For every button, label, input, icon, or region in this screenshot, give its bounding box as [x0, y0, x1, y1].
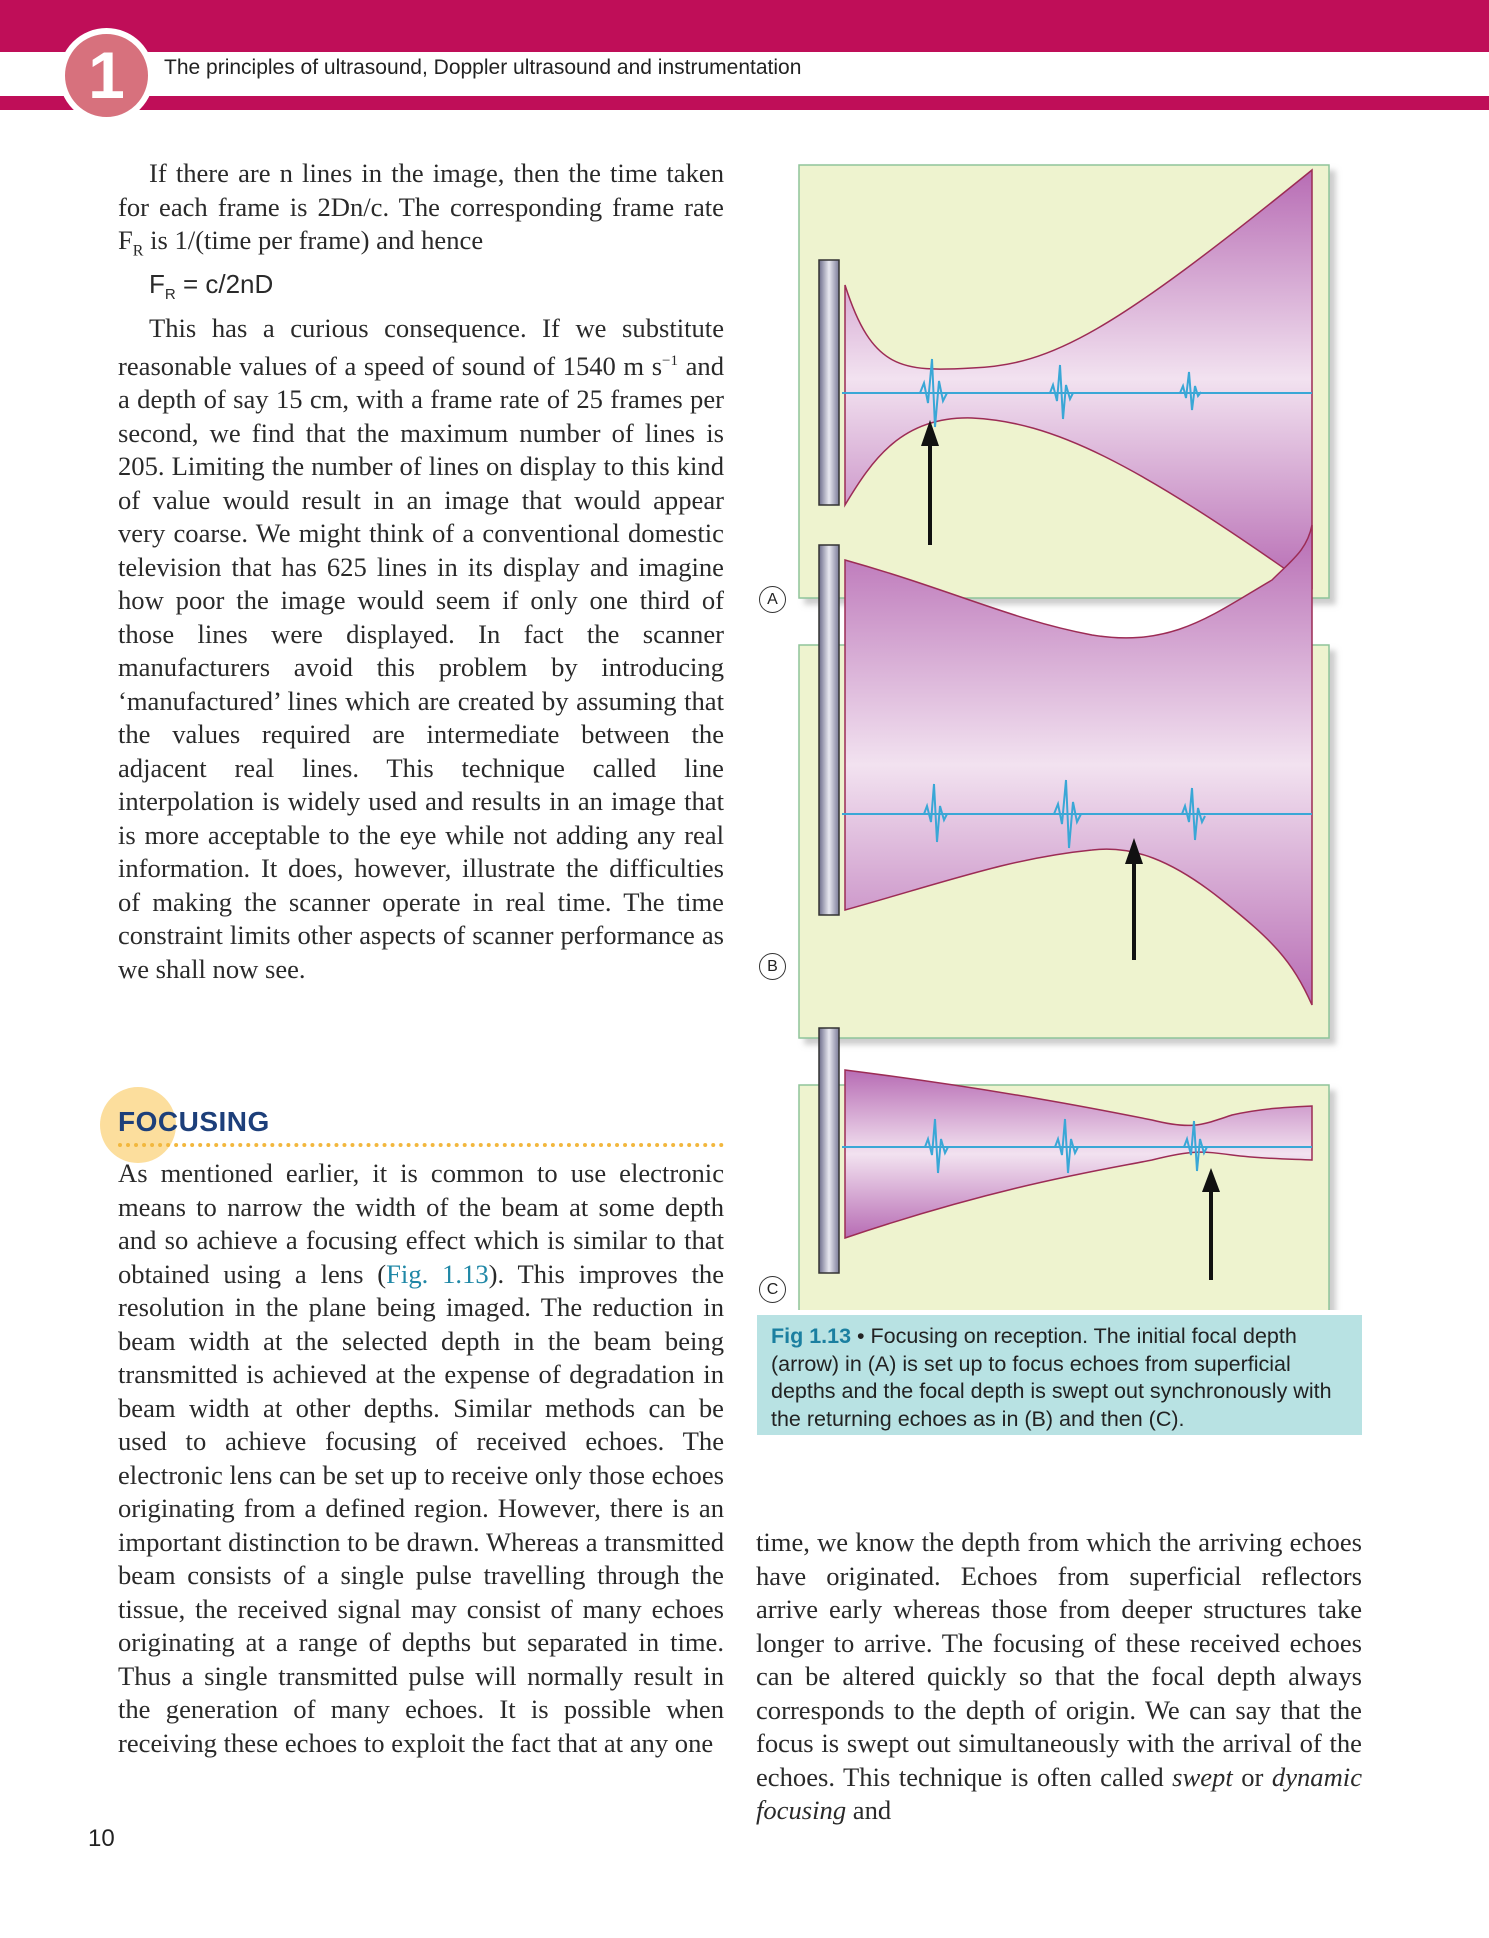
body-text-right-bottom [756, 1526, 1362, 1828]
caption-label: Fig 1.13 [771, 1324, 852, 1348]
header-underline [0, 96, 1489, 110]
panel-label-b: B [759, 953, 786, 980]
running-title: The principles of ultrasound, Doppler ultrasound and instrumentation [164, 56, 802, 79]
panel-b [799, 525, 1329, 1038]
panel-a [799, 165, 1329, 598]
panel-c [799, 1028, 1329, 1310]
section-heading: FOCUSING [118, 1106, 270, 1137]
paragraph: time, we know the depth from which the arriving echoes have originated. Echoes from superficial reflectors arrive early whereas those from deeper structures take longer to arrive. The focusing of these received echoes can be altered quickly so that the focal depth always corresponds to the depth of origin. We can say that the focus is swept out simultaneously with the arrival of the echoes. This technique is often called swept or dynamic focusing and [756, 1527, 1362, 1825]
chapter-number-badge: 1 [59, 28, 154, 123]
section-divider [118, 1143, 724, 1147]
caption-text: • Focusing on reception. The initial focal depth (arrow) in (A) is set up to focus echoes from superficial depths and the focal depth is swept out synchronously with the returning echoes as in (B) and then (C). [771, 1324, 1332, 1431]
panel-label-c: C [759, 1276, 786, 1303]
page-number: 10 [88, 1825, 115, 1852]
paragraph: If there are n lines in the image, then the time taken for each frame is 2Dn/c. The corresponding frame rate $F_R$ is 1/(time per frame) and hence [118, 158, 724, 260]
paragraph: This has a curious consequence. If we substitute reasonable values of a speed of sound of 1540 m $s^{-1}$ and a depth of say 15 cm, with a frame rate of 25 frames per second, we find that the maximum number of lines is 205. Limiting the number of lines on display to this kind of value would result in an image that would appear very coarse. We might think of a conventional domestic television that has 625 lines in its display and imagine how poor the image would seem if only one third of those lines were displayed. In fact the scanner manufacturers avoid this problem by introducing ‘manufactured’ lines which are created by assuming that the values required are intermediate between the adjacent real lines. This technique called line interpolation is widely used and results in an image that is more acceptable to the eye while not adding any real information. It does, however, illustrate the difficulties of making the scanner operate in real time. The time constraint limits other aspects of scanner performance as we shall now see. [118, 312, 724, 984]
paragraph: As mentioned earlier, it is common to use electronic means to narrow the width of the beam at some depth and so achieve a focusing effect which is similar to that obtained using a lens (Fig. 1.13). This improves the resolution in the plane being imaged. The reduction in beam width at the selected depth in the beam being transmitted is achieved at the expense of degradation in beam width at other depths. Similar methods can be used to achieve focusing of received echoes. The electronic lens can be set up to receive only those echoes originating from a defined region. However, there is an important distinction to be drawn. Whereas a transmitted beam consists of a single pulse travelling through the tissue, the received signal may consist of many echoes originating at a range of depths but separated in time. Thus a single transmitted pulse will normally result in the generation of many echoes. It is possible when receiving these echoes to exploit the fact that at any one [118, 1158, 725, 1758]
header-bar [0, 0, 1489, 52]
figure-link[interactable]: Fig. 1.13 [386, 1258, 489, 1289]
figure-caption [757, 1315, 1362, 1435]
formula: $F_R = c/2nD$ [149, 268, 274, 303]
body-text-left-top [118, 157, 724, 986]
figure-1-13 [752, 160, 1372, 1310]
panel-label-a: A [759, 586, 786, 613]
body-text-left-bottom [118, 1157, 724, 1760]
